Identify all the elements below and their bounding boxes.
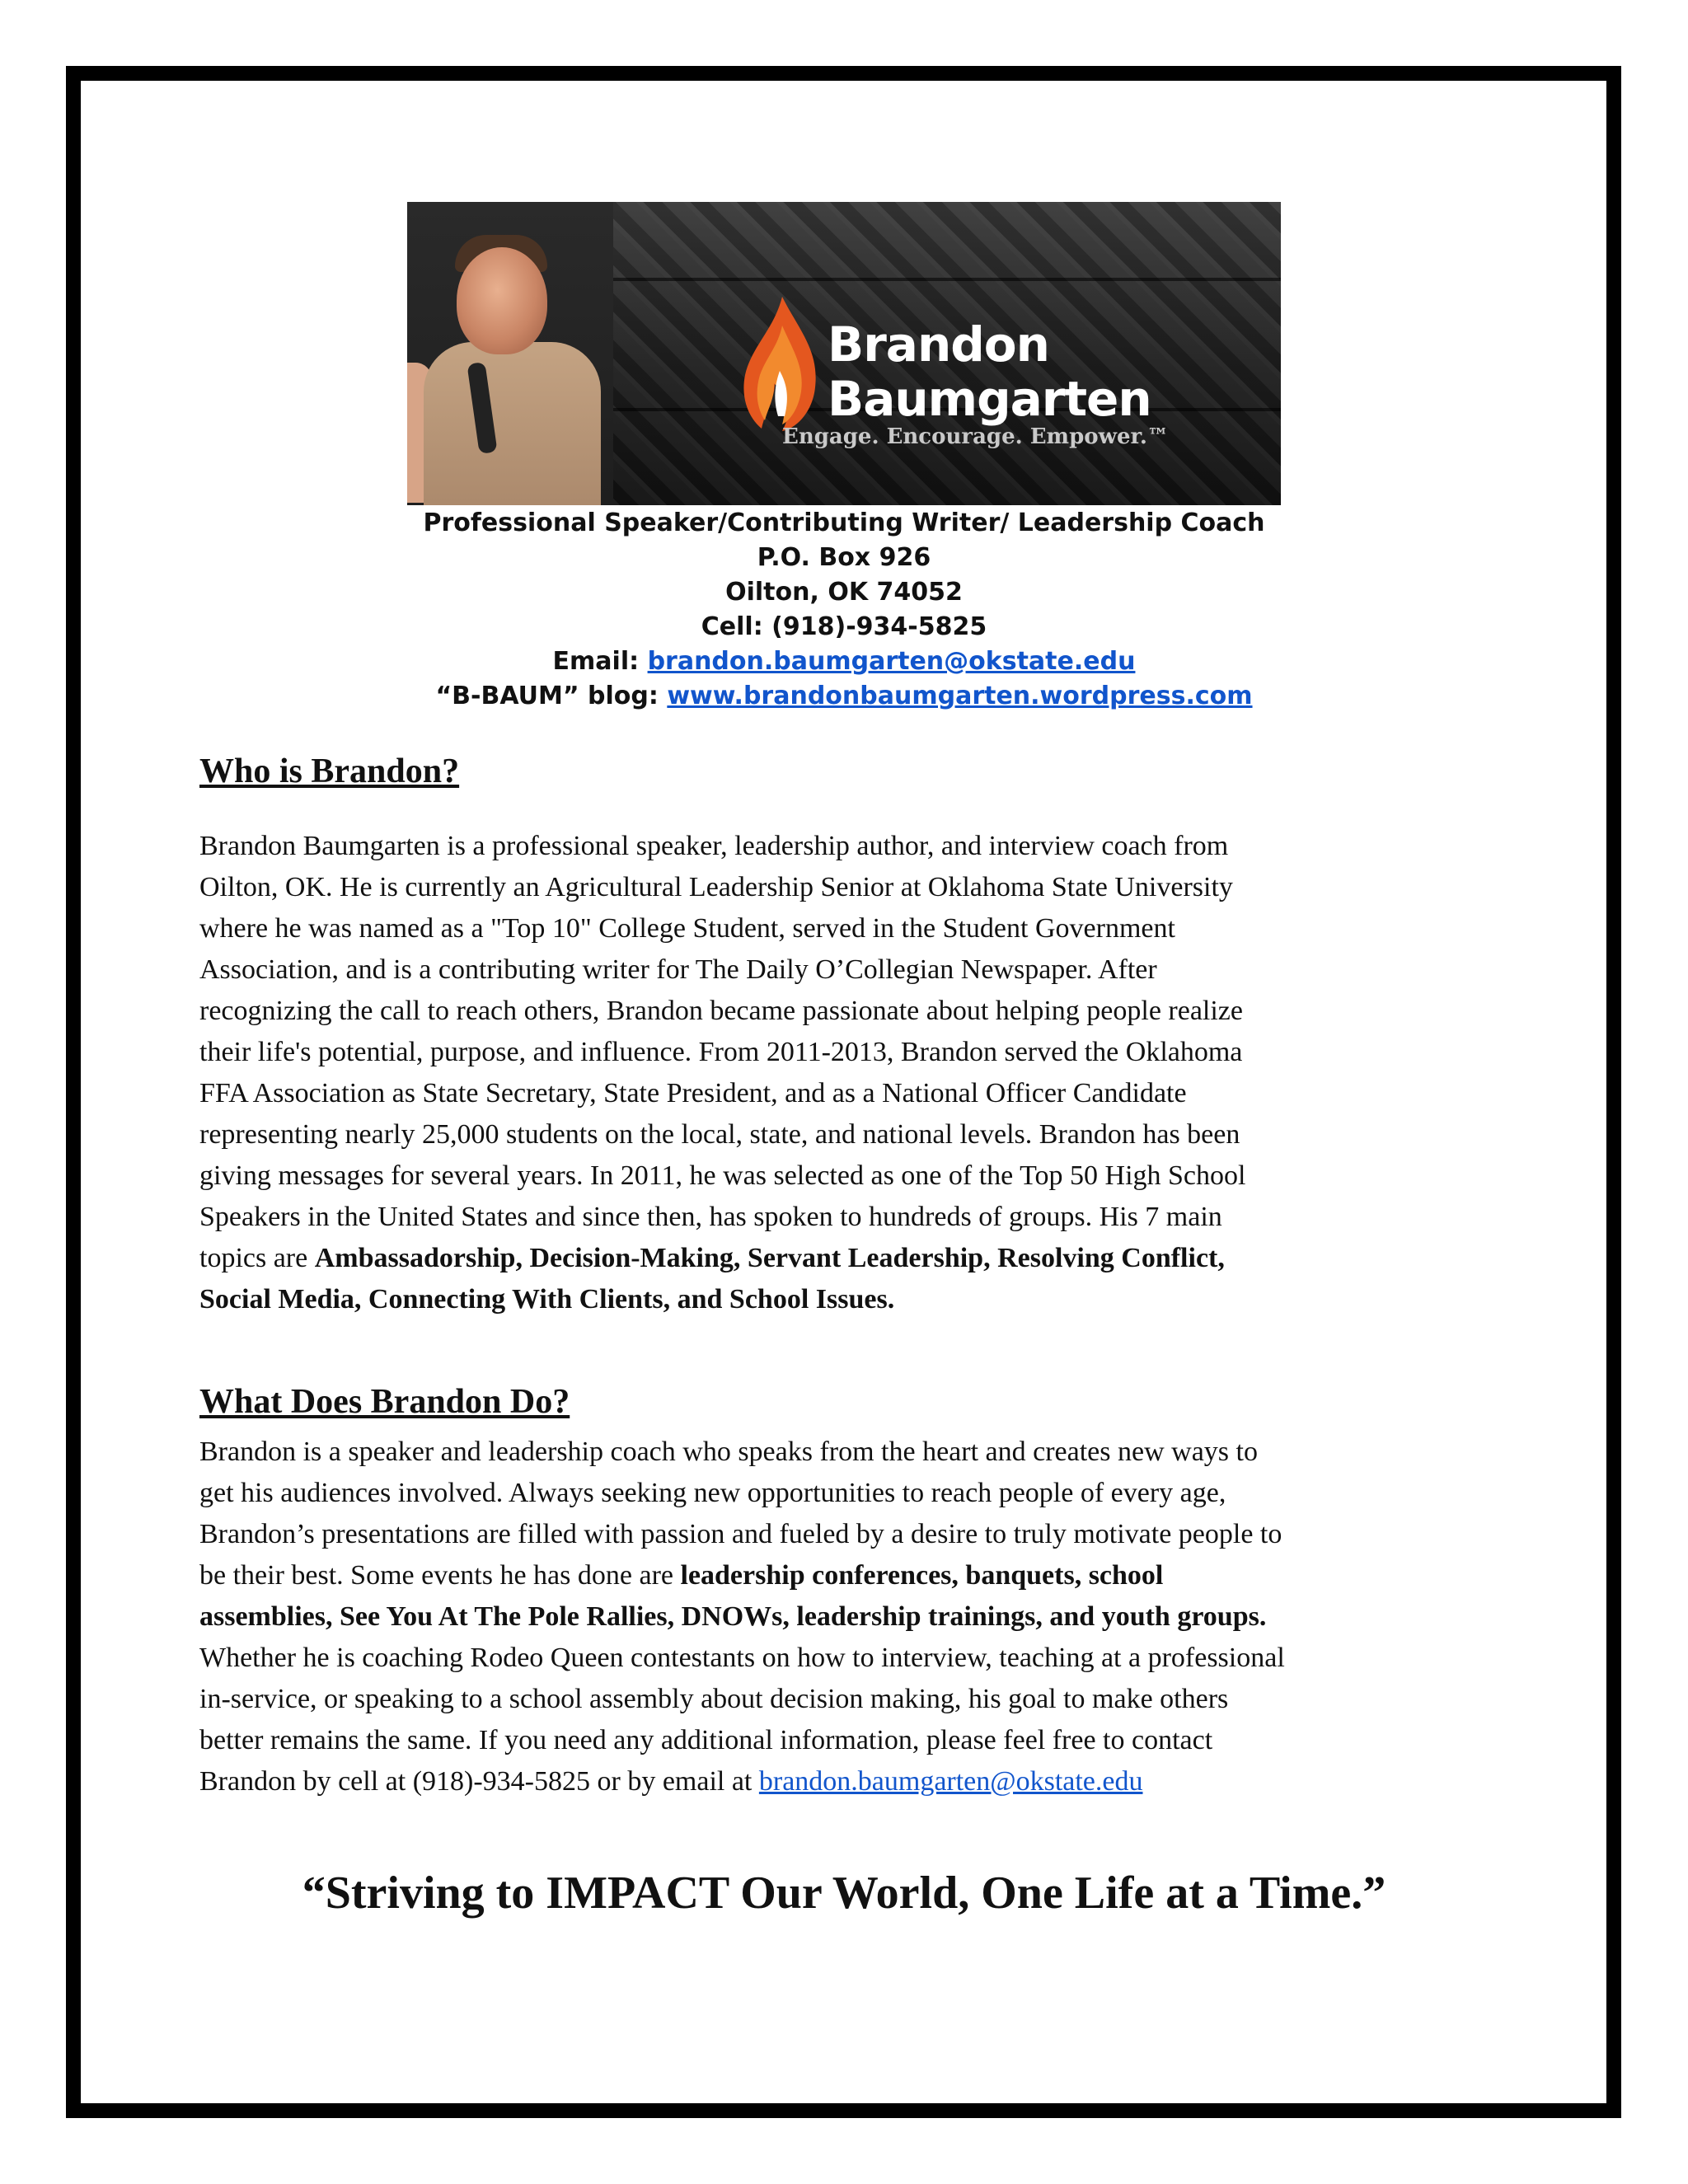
cell-phone: Cell: (918)-934-5825: [701, 612, 987, 641]
topics-list: Social Media, Connecting With Clients, and School Issues.: [199, 1284, 895, 1315]
motto-quote: “Striving to IMPACT Our World, One Life at a Time.”: [302, 1868, 1386, 1919]
what-paragraph: [199, 1432, 1485, 1802]
events-list: leadership conferences, banquets, school: [680, 1560, 1164, 1591]
email-row: [0, 644, 1688, 679]
paragraph-line: FFA Association as State Secretary, State President, and as a National Officer Candidate: [199, 1078, 1187, 1108]
paragraph-line: Oilton, OK. He is currently an Agricultural Leadership Senior at Oklahoma State University: [199, 872, 1233, 902]
blog-label: “B-BAUM” blog:: [435, 682, 668, 710]
blog-link[interactable]: www.brandonbaumgarten.wordpress.com: [667, 682, 1253, 710]
flame-logo-icon: [737, 293, 828, 433]
brand-tagline: Engage. Encourage. Empower.™: [782, 424, 1169, 449]
email-link[interactable]: brandon.baumgarten@okstate.edu: [758, 1766, 1143, 1797]
paragraph-line: better remains the same. If you need any additional information, please feel free to contact: [199, 1725, 1213, 1755]
topics-list: Ambassadorship, Decision-Making, Servant Leadership, Resolving Conflict,: [314, 1243, 1225, 1273]
city-state-zip: Oilton, OK 74052: [725, 578, 963, 607]
paragraph-line: Brandon’s presentations are filled with passion and fueled by a desire to truly motivate people to: [199, 1519, 1282, 1549]
email-label: Email:: [552, 647, 648, 676]
email-link[interactable]: brandon.baumgarten@okstate.edu: [647, 647, 1136, 676]
paragraph-line: Association, and is a contributing writer for The Daily O’Collegian Newspaper. After: [199, 954, 1157, 985]
paragraph-line: Brandon is a speaker and leadership coach who speaks from the heart and creates new ways to: [199, 1436, 1258, 1467]
paragraph-line: Brandon by cell at (918)-934-5825 or by email at brandon.baumgarten@okstate.edu: [199, 1766, 1143, 1797]
section-heading-what: What Does Brandon Do?: [199, 1383, 570, 1421]
paragraph-line: representing nearly 25,000 students on the local, state, and national levels. Brandon has been: [199, 1119, 1240, 1150]
who-paragraph: [199, 826, 1485, 1320]
paragraph-line: [199, 1596, 1485, 1638]
paragraph-line: Whether he is coaching Rodeo Queen contestants on how to interview, teaching at a professional: [199, 1643, 1285, 1673]
paragraph-line: be their best. Some events he has done are leadership conferences, banquets, school: [199, 1560, 1164, 1591]
topics-line: topics are Ambassadorship, Decision-Making, Servant Leadership, Resolving Conflict,: [199, 1243, 1225, 1273]
speaker-photo: [407, 202, 613, 505]
header-banner: [407, 202, 1281, 505]
paragraph-line: Brandon Baumgarten is a professional speaker, leadership author, and interview coach from: [199, 831, 1229, 861]
paragraph-line: their life's potential, purpose, and influence. From 2011-2013, Brandon served the Oklahoma: [199, 1037, 1243, 1067]
blog-row: [0, 679, 1688, 714]
paragraph-line: where he was named as a "Top 10" College Student, served in the Student Government: [199, 913, 1175, 944]
po-box: P.O. Box 926: [757, 543, 931, 572]
brand-name-last: Baumgarten: [828, 371, 1151, 427]
brand-logo: [613, 202, 1281, 505]
paragraph-line: in-service, or speaking to a school assembly about decision making, his goal to make others: [199, 1684, 1229, 1714]
brand-name-first: Brandon: [828, 316, 1049, 373]
events-list: assemblies, See You At The Pole Rallies, DNOWs, leadership trainings, and youth groups.: [199, 1601, 1267, 1632]
contact-block: [0, 506, 1688, 714]
paragraph-line: recognizing the call to reach others, Brandon became passionate about helping people realize: [199, 996, 1243, 1026]
topics-line: [199, 1279, 1485, 1320]
paragraph-line: get his audiences involved. Always seeking new opportunities to reach people of every age,: [199, 1478, 1226, 1508]
section-heading-who: Who is Brandon?: [199, 752, 460, 790]
paragraph-line: Speakers in the United States and since then, has spoken to hundreds of groups. His 7 main: [199, 1202, 1222, 1232]
paragraph-line: giving messages for several years. In 2011, he was selected as one of the Top 50 High School: [199, 1160, 1246, 1191]
professional-title: Professional Speaker/Contributing Writer/ Leadership Coach: [423, 509, 1265, 537]
